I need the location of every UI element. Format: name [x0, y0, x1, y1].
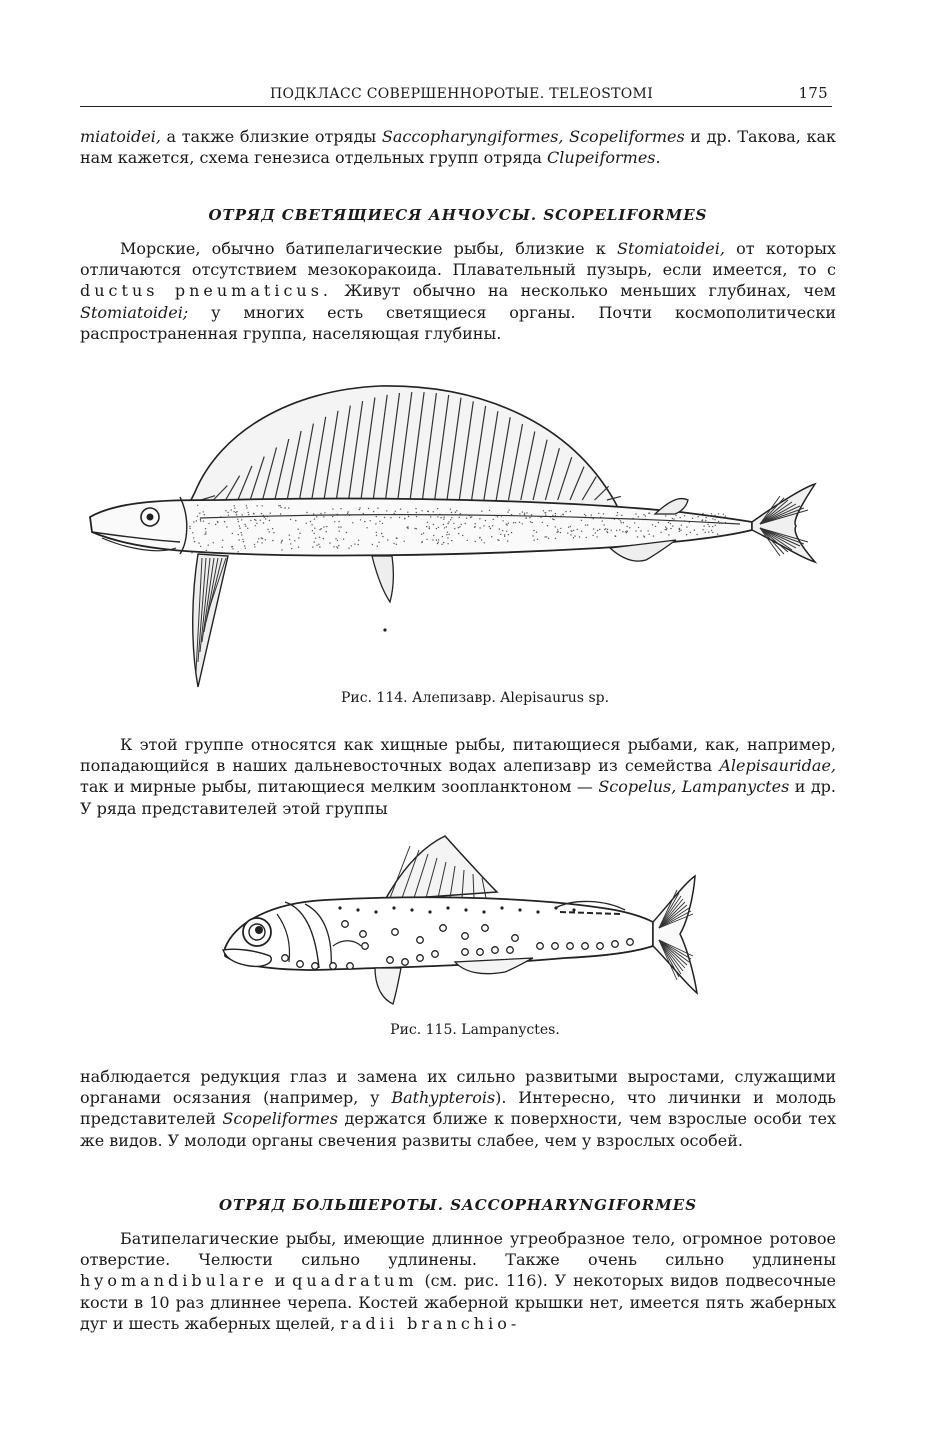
paragraph-3	[80, 734, 836, 819]
spaced-term: quadratum	[292, 1271, 418, 1291]
paragraph-5	[80, 1228, 836, 1334]
text-span: и др. Такова, как нам кажется, схема генезиса отдельных групп отряда	[80, 127, 836, 168]
text-span: так и мирные рыбы, питающиеся мелким зоопланктоном —	[80, 777, 599, 797]
text-span: и	[267, 1271, 293, 1291]
caption-text: Алепизавр.	[407, 690, 501, 706]
taxon-name: Stomiatoidei,	[617, 239, 725, 258]
figure-number: Рис. 114.	[340, 690, 408, 706]
paragraph-2	[80, 238, 836, 344]
spaced-term: hyomandibulare	[80, 1271, 268, 1291]
section-heading-scopeliformes: ОТРЯД СВЕТЯЩИЕСЯ АНЧОУСЫ. SCOPELIFORMES	[208, 206, 708, 224]
running-title: ПОДКЛАСС СОВЕРШЕННОРОТЫЕ. TELEOSTOMI	[270, 86, 654, 102]
text-span: держатся ближе к поверхности, чем взрослые особи тех же видов. У молоди органы свечения развиты слабее, чем у взрослых особей.	[80, 1109, 836, 1150]
text-span: ). Интересно, что личинки и молодь представителей	[80, 1088, 837, 1129]
page-number: 175	[798, 84, 828, 102]
text-span: от которых отличаются отсутствием мезокоракоида. Плавательный пузырь, если имеется, то с	[80, 239, 836, 280]
text-span: Живут обычно на несколько меньших глубинах, чем	[332, 281, 836, 301]
paragraph-4	[80, 1066, 836, 1151]
text-span: Морские, обычно батипелагические рыбы, близкие к	[120, 239, 618, 258]
taxon-name: miatoidei,	[80, 127, 161, 146]
running-header	[80, 84, 832, 107]
paragraph-1	[80, 126, 836, 168]
text-span: (см. рис. 116). У некоторых видов подвесочные кости в 10 раз длиннее черепа. Костей жаберной крышки нет, имеется пять жаберных дуг и шесть жаберных щелей,	[80, 1271, 836, 1333]
taxon-name: Alepisauridae,	[719, 756, 836, 776]
spaced-term: ductus pneumaticus.	[80, 281, 332, 301]
text-span: и др. У ряда представителей этой группы	[80, 777, 836, 818]
text-span: наблюдается редукция глаз и замена их сильно развитыми выростами, служащими органами осязания (например, у	[80, 1067, 836, 1108]
taxon-name: Bathypterois	[391, 1088, 496, 1108]
caption-taxon: Lampanyctes.	[456, 1022, 560, 1038]
lampanyctes-illustration	[215, 828, 705, 1013]
caption-taxon: Alepisaurus sp.	[500, 690, 610, 706]
taxon-name: Scopeliformes	[222, 1109, 338, 1129]
figure-number: Рис. 115.	[390, 1022, 457, 1038]
text-span: а также близкие отряды	[160, 127, 382, 146]
text-span: у многих есть светящиеся органы. Почти космополитически распространенная группа, населяющая глубины.	[80, 302, 836, 343]
figure-115-caption	[0, 1022, 950, 1038]
taxon-name: Stomiatoidei;	[80, 302, 189, 322]
text-span: Батипелагические рыбы, имеющие длинное угреобразное тело, огромное ротовое отверстие. Челюсти сильно удлинены. Также очень сильно удлинены	[80, 1229, 836, 1270]
taxon-name: Clupeiformes.	[546, 148, 661, 168]
spaced-term: radii branchio-	[340, 1313, 521, 1333]
taxon-name: Saccopharyngiformes, Scopeliformes	[381, 127, 685, 146]
section-heading-saccopharyngiformes: ОТРЯД БОЛЬШЕРОТЫ. SACCOPHARYNGIFORMES	[218, 1196, 698, 1214]
taxon-name: Scopelus, Lampanyctes	[598, 777, 790, 797]
alepisaurus-illustration	[80, 372, 820, 692]
text-span: К этой группе относятся как хищные рыбы, питающиеся рыбами, как, например, попадающийся в наших дальневосточных водах алепизавр из семейства	[80, 735, 836, 776]
figure-114-caption	[0, 690, 950, 706]
